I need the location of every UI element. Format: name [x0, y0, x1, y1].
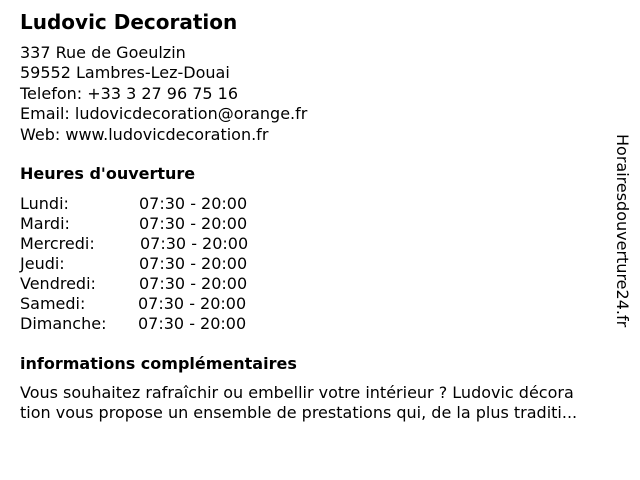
time-range: 07:30 - 20:00 — [138, 314, 247, 333]
business-name: Ludovic Decoration — [20, 10, 238, 34]
site-watermark: Horairesdouverture24.fr — [613, 134, 632, 328]
day-label: Samedi: — [20, 294, 86, 313]
day-label: Vendredi: — [20, 274, 96, 293]
address-city: 59552 Lambres-Lez-Douai — [20, 63, 230, 83]
day-label: Jeudi: — [20, 254, 65, 273]
time-range: 07:30 - 20:00 — [138, 294, 247, 313]
description-line: tion vous propose un ensemble de prestations qui, de la plus traditi... — [20, 403, 578, 422]
opening-hours-heading: Heures d'ouverture — [20, 164, 196, 183]
time-range: 07:30 - 20:00 — [140, 234, 249, 253]
description-line: Vous souhaitez rafraîchir ou embellir votre intérieur ? Ludovic décora — [20, 383, 574, 402]
address-street: 337 Rue de Goeulzin — [20, 43, 186, 62]
time-range: 07:30 - 20:00 — [139, 194, 248, 213]
time-range: 07:30 - 20:00 — [139, 254, 248, 273]
email-address: Email: ludovicdecoration@orange.fr — [20, 104, 308, 124]
day-label: Lundi: — [20, 194, 69, 213]
business-description — [20, 383, 620, 423]
day-label: Dimanche: — [20, 314, 107, 333]
day-label: Mardi: — [20, 214, 70, 233]
day-label: Mercredi: — [20, 234, 95, 253]
time-range: 07:30 - 20:00 — [139, 274, 248, 293]
phone-number: Telefon: +33 3 27 96 75 16 — [20, 83, 239, 103]
contact-block — [20, 43, 307, 145]
additional-info-heading: informations complémentaires — [20, 354, 297, 373]
time-range: 07:30 - 20:00 — [139, 214, 248, 233]
website-address: Web: www.ludovicdecoration.fr — [20, 124, 269, 144]
